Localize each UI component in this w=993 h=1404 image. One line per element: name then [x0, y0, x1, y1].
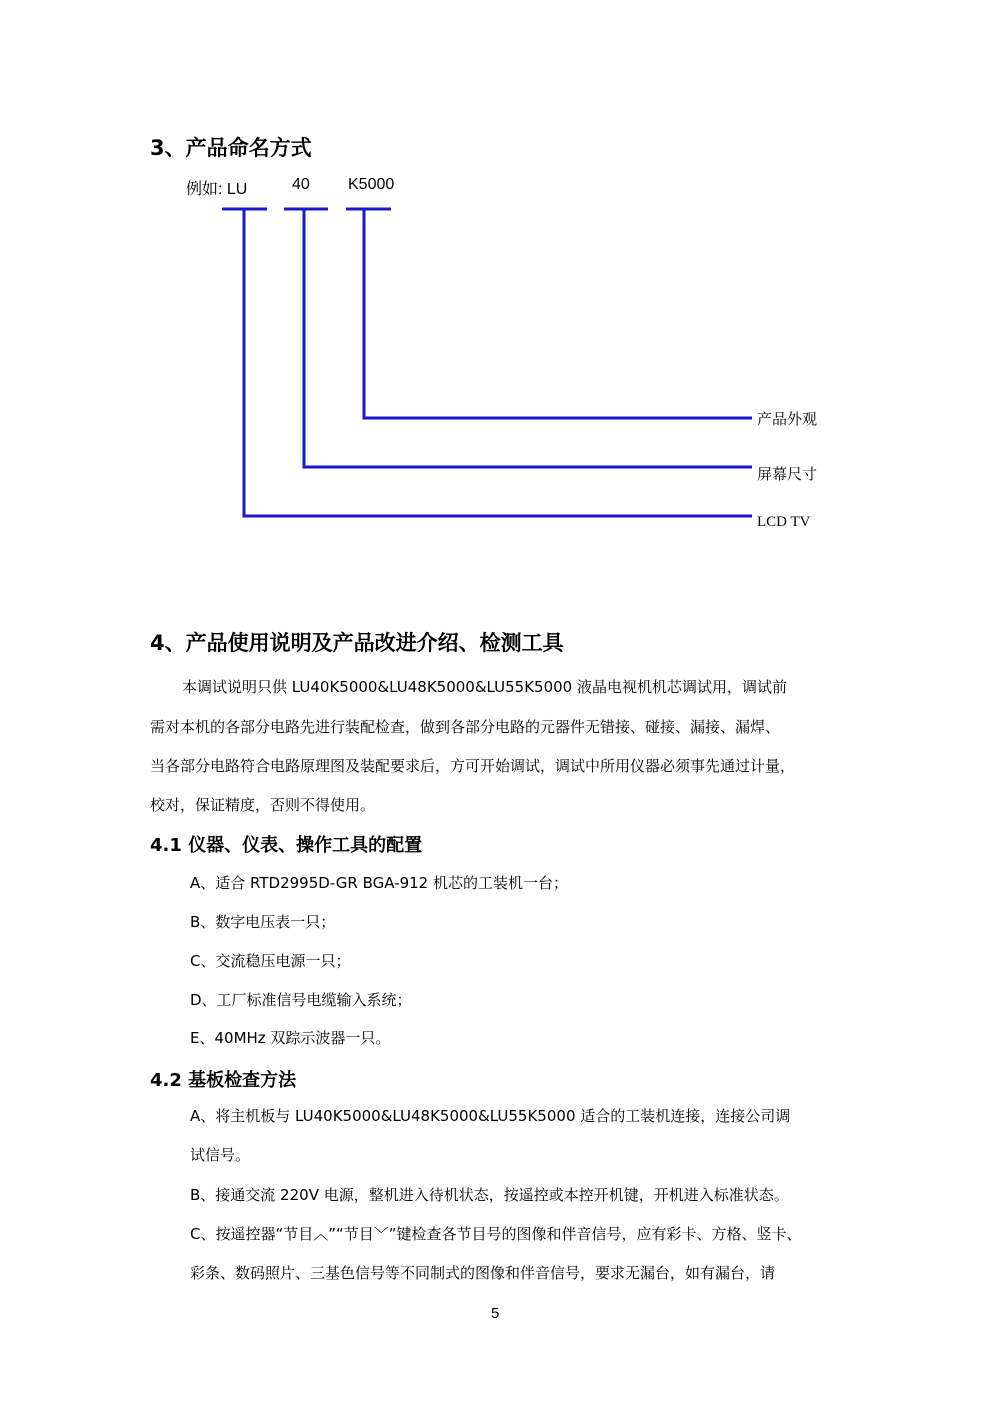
- connector-screen-size: [304, 209, 752, 467]
- connector-appearance: [364, 209, 752, 418]
- section-4-2-title: 4.2 基板检查方法: [150, 1070, 297, 1091]
- naming-example-size: 40: [292, 176, 310, 193]
- board-check-line-1: A、将主机板与 LU40K5000&LU48K5000&LU55K5000 适合的工装机连接，连接公司调: [190, 1107, 791, 1125]
- page-number: 5: [491, 1305, 500, 1322]
- label-lcd-tv: LCD TV: [757, 514, 811, 530]
- board-check-line-3: B、接通交流 220V 电源，整机进入待机状态，按遥控或本控开机键，开机进入标准状态。: [190, 1186, 789, 1204]
- board-check-line-5: 彩条、数码照片、三基色信号等不同制式的图像和伴音信号，要求无漏台，如有漏台，请: [190, 1264, 776, 1282]
- intro-line-2: 需对本机的各部分电路先进行装配检查，做到各部分电路的元器件无错接、碰接、漏接、漏焊、: [150, 718, 781, 736]
- naming-example-model: K5000: [348, 176, 395, 193]
- intro-line-1: 本调试说明只供 LU40K5000&LU48K5000&LU55K5000 液晶电视机机芯调试用，调试前: [182, 678, 787, 696]
- label-screen-size: 屏幕尺寸: [757, 467, 818, 483]
- section-4-1-title: 4.1 仪器、仪表、操作工具的配置: [150, 835, 423, 856]
- naming-diagram: [0, 0, 993, 600]
- connector-lcd-tv: [244, 209, 752, 516]
- label-appearance: 产品外观: [757, 412, 818, 428]
- section-4-title: 4、产品使用说明及产品改进介绍、检测工具: [150, 631, 564, 655]
- equipment-item-e: E、40MHz 双踪示波器一只。: [190, 1029, 391, 1047]
- equipment-item-b: B、数字电压表一只；: [190, 913, 336, 931]
- board-check-line-4: C、按遥控器“节目︿”“节目﹀”键检查各节目号的图像和伴音信号，应有彩卡、方格、竖卡、: [190, 1225, 802, 1243]
- section-3-title: 3、产品命名方式: [150, 136, 312, 160]
- equipment-item-d: D、工厂标准信号电缆输入系统；: [190, 991, 412, 1009]
- naming-example-prefix: 例如: LU: [186, 181, 248, 198]
- intro-line-3: 当各部分电路符合电路原理图及装配要求后，方可开始调试，调试中所用仪器必须事先通过计量，: [150, 757, 796, 775]
- diagram-lines: [222, 209, 752, 516]
- board-check-line-2: 试信号。: [190, 1146, 251, 1164]
- intro-line-4: 校对，保证精度，否则不得使用。: [150, 796, 376, 814]
- equipment-item-a: A、适合 RTD2995D-GR BGA-912 机芯的工装机一台；: [190, 874, 568, 892]
- equipment-item-c: C、交流稳压电源一只；: [190, 952, 351, 970]
